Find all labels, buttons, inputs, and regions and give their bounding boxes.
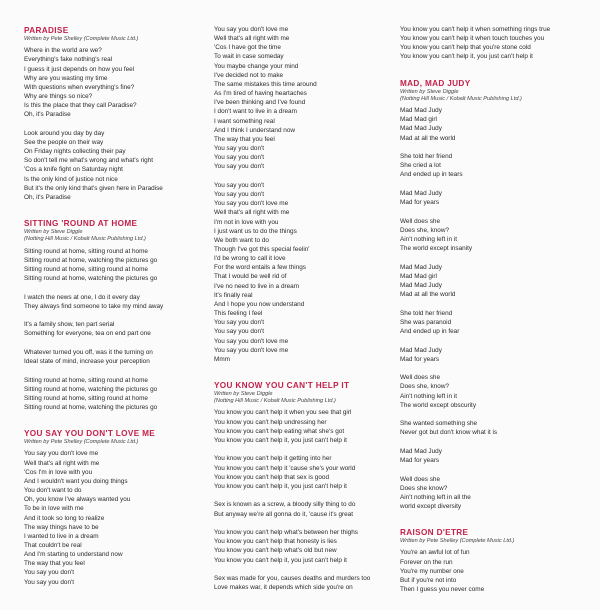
lyrics-column-3 (400, 25, 585, 610)
lyric-line: Mad for years (400, 457, 440, 465)
lyrics-column-2 (214, 25, 399, 608)
lyric-stanza (400, 217, 585, 254)
lyric-stanza (400, 346, 585, 364)
lyric-line: I want something real (214, 117, 275, 125)
lyric-line: But anyway we're all gonna do it, 'cause it's great (214, 510, 354, 518)
lyric-stanza (214, 500, 399, 518)
lyric-line: Why are things so nice? (24, 92, 93, 100)
lyric-line: You know you can't help it, you just can't help it (214, 436, 347, 444)
lyric-line: Why are you wasting my time (24, 74, 108, 82)
lyric-stanza (24, 449, 209, 586)
songwriter-credit: (Notting Hill Music / Kobalt Music Publishing Ltd.) (214, 398, 336, 405)
lyric-line: Sitting round at home, watching the pictures go (24, 404, 158, 412)
lyric-line: Ain't nothing left in it (400, 235, 457, 243)
lyric-line: The world except insanity (400, 245, 473, 253)
lyric-line: Well that's all right with me (214, 35, 290, 43)
lyric-line: Sitting round at home, watching the pictures go (24, 274, 158, 282)
lyric-stanza (214, 25, 399, 172)
lyric-line: Mad Mad girl (400, 116, 437, 124)
lyric-line: Does she know? (400, 484, 448, 492)
lyric-line: Sitting round at home, sitting round at home (24, 265, 148, 273)
lyric-line: 'Cos a knife fight on Saturday night (24, 166, 123, 174)
lyric-line: Everything's fake nothing's real (24, 56, 113, 64)
lyric-line: I've been thinking and I've found (214, 99, 306, 107)
lyric-line: Look around you day by day (24, 129, 105, 137)
song-block (214, 380, 399, 592)
lyric-line: On Friday nights collecting their pay (24, 148, 126, 156)
lyric-line: You know you can't help eating what she's got (214, 427, 345, 435)
lyric-line: 'Cos I'm in love with you (24, 468, 93, 476)
lyric-line: Forever on the run (400, 558, 453, 566)
lyric-line: You say you don't (214, 328, 265, 336)
lyric-line: I don't want to live in a dream (214, 108, 297, 116)
lyric-line: Does she, know? (400, 226, 450, 234)
lyric-stanza (24, 247, 209, 284)
songwriter-credit: Written by Steve Diggle (214, 391, 273, 398)
lyric-line: You maybe change your mind (214, 62, 299, 70)
songwriter-credit: (Notting Hill Music / Kobalt Music Publishing Ltd.) (24, 236, 146, 243)
lyric-line: Ideal state of mind, increase your perception (24, 358, 150, 366)
lyric-line: Mad Mad Judy (400, 189, 442, 197)
song-block (400, 78, 585, 512)
lyric-line: And it took so long to realize (24, 514, 105, 522)
lyric-line: See the people on their way (24, 139, 104, 146)
lyric-line: I wanted to live in a dream (24, 532, 99, 540)
lyric-line: To wait in case someday (214, 53, 284, 61)
lyric-stanza (400, 189, 585, 207)
lyric-line: That couldn't be real (24, 542, 82, 550)
song-block (24, 428, 209, 587)
lyric-line: This feeling I feel (214, 310, 263, 318)
song-title: RAISON D'ETRE (400, 528, 469, 538)
lyric-line: I watch the news at one, I do it every day (24, 293, 140, 301)
song-title: PARADISE (24, 26, 69, 35)
lyric-line: You say you don't love me (214, 26, 289, 33)
lyric-line: You say you don't love me (24, 450, 99, 458)
lyric-line: So don't tell me what's wrong and what's right (24, 157, 154, 165)
song-block (400, 527, 585, 594)
lyric-stanza (214, 181, 399, 364)
lyric-line: Sitting round at home, sitting round at home (24, 376, 148, 384)
lyric-line: You say you don't love me (214, 346, 289, 354)
lyric-stanza (400, 106, 585, 143)
lyric-line: She cried a lot (400, 162, 441, 170)
lyric-line: You know you can't help it getting into her (214, 455, 332, 463)
lyric-line: Sitting round at home, sitting round at home (24, 247, 148, 255)
lyric-line: The same mistakes this time around (214, 80, 317, 88)
lyric-stanza (214, 408, 399, 445)
lyric-line: As I'm tired of having heartaches (214, 90, 307, 98)
lyric-stanza (214, 454, 399, 491)
lyric-line: Well does she (400, 374, 441, 382)
lyric-stanza (400, 25, 585, 62)
songwriter-credit: Written by Steve Diggle (24, 229, 83, 236)
lyric-line: Whatever turned you off, was it the turning on (24, 348, 153, 356)
song-title: YOU KNOW YOU CAN'T HELP IT (214, 381, 350, 391)
lyric-line: You say you don't love me (214, 337, 289, 345)
lyric-line: You know you can't help it 'cause she's your world (214, 464, 356, 472)
lyric-line: You say you don't (214, 163, 265, 171)
lyric-line: She told her friend (400, 309, 453, 317)
songwriter-credit: Written by Pete Shelley (Complete Music Ltd.) (24, 36, 139, 42)
lyric-line: Love makes war, it depends which side you're on (214, 584, 353, 592)
lyric-line: They always find someone to take my mind away (24, 302, 164, 310)
lyric-line: It's a family show, ten part serial (24, 321, 115, 329)
lyric-line: You say you don't (214, 319, 265, 327)
lyric-stanza (24, 348, 209, 366)
lyric-line: Mad Mad Judy (400, 263, 442, 271)
lyric-line: And I wouldn't want you doing things (24, 477, 128, 485)
songwriter-credit: Written by Pete Shelley (Complete Music Ltd.) (24, 439, 139, 446)
lyric-line: Something for everyone, tea on end part one (24, 330, 151, 338)
lyric-line: You know you can't help it when you see that girl (214, 409, 352, 417)
lyric-line: The way that you feel (214, 135, 275, 143)
song-block (24, 218, 209, 412)
lyric-stanza (400, 419, 585, 437)
lyric-stanza (400, 152, 585, 179)
lyric-line: Well that's all right with me (24, 459, 100, 467)
lyric-line: The way things have to be (24, 523, 99, 531)
lyric-stanza (24, 46, 209, 119)
lyric-line: I'd be wrong to call it love (214, 255, 286, 263)
lyric-line: It's finally real (214, 291, 253, 299)
lyric-line: Well that's all right with me (214, 209, 290, 217)
lyric-line: Sex is known as a screw, a bloody silly thing to do (214, 501, 356, 509)
song-title: MAD, MAD JUDY (400, 78, 471, 88)
lyric-line: You're my number one (400, 567, 464, 575)
lyric-line: Mad Mad girl (400, 272, 437, 280)
song-block (214, 25, 399, 364)
lyric-line: 'Cos I have got the time (214, 44, 281, 52)
lyric-line: That I would be well rid of (214, 273, 287, 281)
lyric-line: Then I guess you never come (400, 586, 485, 594)
lyric-line: And I think I understand now (214, 126, 296, 134)
lyric-line: And ended up in fear (400, 327, 460, 335)
lyric-line: To be in love with me (24, 505, 84, 513)
lyric-stanza (214, 528, 399, 565)
lyric-line: She wanted something she (400, 420, 478, 428)
lyric-line: Sitting round at home, watching the pictures go (24, 385, 158, 393)
lyric-line: You know you can't help it when touch touches you (400, 35, 545, 43)
lyric-line: We both want to do (214, 236, 269, 244)
lyric-line: You say you don't love me (214, 200, 289, 208)
lyric-line: I guess it just depends on how you feel (24, 65, 135, 73)
lyric-line: Does she, know? (400, 383, 450, 391)
lyric-line: Mad for years (400, 355, 440, 363)
lyric-line: You don't want to do (24, 487, 82, 495)
lyric-line: Oh, you know I've always wanted you (24, 496, 131, 504)
lyric-line: You know you can't help it, you just can't help it (214, 556, 347, 564)
lyric-line: Mad Mad Judy (400, 125, 442, 133)
lyric-stanza (400, 475, 585, 512)
lyric-line: With questions when everything's fine? (24, 83, 135, 91)
lyric-line: I just want us to do the things (214, 227, 297, 235)
lyric-line: You know you can't help undressing her (214, 418, 327, 426)
lyric-line: But it's the only kind that's given here in Paradise (24, 184, 163, 192)
lyrics-column-1 (24, 25, 209, 603)
lyric-line: Sex was made for you, causes deaths and murders too (214, 575, 371, 583)
lyric-line: You know you can't help that honesty is lies (214, 538, 337, 546)
lyric-line: You know you can't help it, you just can't help it (214, 482, 347, 490)
songwriter-credit: Written by Steve Diggle (400, 88, 459, 95)
lyric-line: Though I've got this special feelin' (214, 245, 310, 253)
lyric-line: You say you don't (24, 578, 75, 586)
lyric-line: And ended up in tears (400, 171, 463, 179)
lyric-stanza (400, 447, 585, 465)
songwriter-credit: Written by Pete Shelley (Complete Music Ltd.) (400, 538, 515, 545)
lyric-line: I'm not in love with you (214, 218, 279, 226)
lyric-line: But if you're not into (400, 576, 457, 584)
lyric-line: She was paranoid (400, 318, 452, 326)
lyric-stanza (400, 548, 585, 594)
lyric-line: For the word entails a few things (214, 264, 306, 272)
song-title: SITTING 'ROUND AT HOME (24, 219, 138, 229)
lyric-line: Oh, it's Paradise (24, 193, 71, 201)
lyric-line: The world except obscurity (400, 401, 477, 409)
lyric-line: Mad at all the world (400, 291, 456, 299)
lyric-line: Where in the world are we? (24, 47, 102, 55)
lyric-line: Sitting round at home, watching the pictures go (24, 256, 158, 264)
lyric-line: Mad Mad Judy (400, 281, 442, 289)
lyric-stanza (400, 373, 585, 410)
song-block (400, 25, 585, 62)
lyric-line: Mmm (214, 355, 230, 363)
lyric-line: Ain't nothing left in it (400, 392, 457, 400)
lyric-line: You know you can't help what's old but new (214, 547, 337, 555)
lyric-line: I've no need to live in a dream (214, 282, 300, 290)
lyric-line: Is this the place that they call Paradise? (24, 102, 137, 110)
lyric-stanza (400, 263, 585, 300)
lyric-line: Mad Mad Judy (400, 346, 442, 354)
songwriter-credit: (Notting Hill Music / Kobalt Music Publishing Ltd.) (400, 95, 522, 102)
lyric-line: Mad at all the world (400, 134, 456, 142)
lyric-line: Sitting round at home, sitting round at home (24, 394, 148, 402)
lyric-line: Is the only kind of justice not nice (24, 175, 118, 183)
lyric-line: Mad for years (400, 199, 440, 207)
lyric-stanza (24, 320, 209, 338)
lyric-stanza (24, 376, 209, 413)
lyric-line: world except diversity (400, 503, 462, 511)
lyric-stanza (400, 309, 585, 336)
lyric-line: I've decided not to make (214, 71, 284, 79)
song-block (24, 25, 209, 202)
lyric-line: You say you don't (214, 191, 265, 199)
lyric-line: You say you don't (214, 145, 265, 153)
lyric-line: You say you don't (214, 154, 265, 162)
lyric-line: Ain't nothing left in all the (400, 493, 471, 501)
lyric-stanza (214, 574, 399, 592)
lyric-line: You know you can't help what's between her thighs (214, 529, 358, 537)
lyric-line: You're an awful lot of fun (400, 549, 470, 557)
lyric-line: Oh, it's Paradise (24, 111, 71, 119)
lyric-stanza (24, 129, 209, 202)
lyric-line: You say you don't (24, 569, 75, 577)
lyric-line: You know you can't help that you're stone cold (400, 44, 531, 52)
lyric-line: Mad Mad Judy (400, 107, 442, 115)
lyric-line: You know you can't help it when something rings true (400, 26, 551, 33)
lyric-line: Well does she (400, 217, 441, 225)
lyric-line: And I'm starting to understand now (24, 551, 123, 559)
lyric-line: The way that you feel (24, 560, 85, 568)
lyric-line: Well does she (400, 475, 441, 483)
lyric-line: You know you can't help that sex is good (214, 473, 330, 481)
lyric-line: Never got but don't know what it is (400, 429, 498, 437)
lyric-stanza (24, 293, 209, 311)
lyric-line: She told her friend (400, 153, 453, 161)
lyric-line: And I hope you now understand (214, 300, 305, 308)
lyric-line: You know you can't help it, you just can't help it (400, 53, 533, 61)
song-title: YOU SAY YOU DON'T LOVE ME (24, 429, 156, 439)
lyric-line: You say you don't (214, 181, 265, 189)
lyric-line: Mad Mad Judy (400, 447, 442, 455)
